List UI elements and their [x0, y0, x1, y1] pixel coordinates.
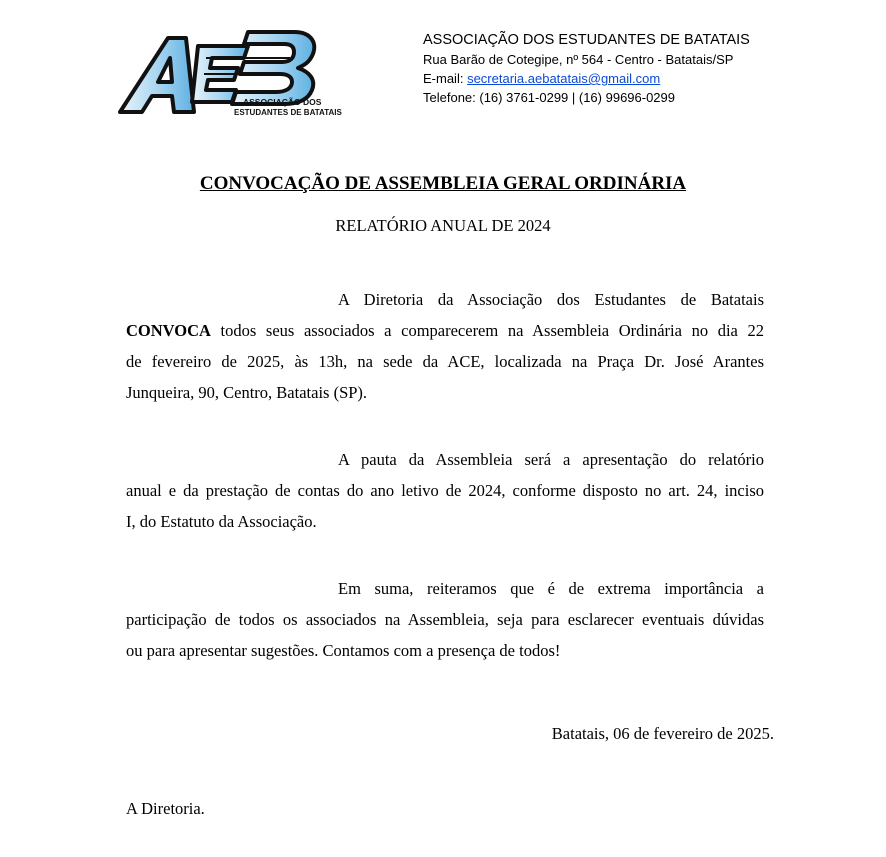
logo-caption-2: ESTUDANTES DE BATATAIS [234, 108, 342, 117]
p1-line-1: A Diretoria da Associação dos Estudantes de Batatais [338, 290, 764, 309]
paragraph-closing [126, 573, 764, 666]
org-name: ASSOCIAÇÃO DOS ESTUDANTES DE BATATAIS [423, 32, 750, 48]
email-link[interactable]: secretaria.aebatatais@gmail.com [467, 71, 661, 86]
logo-caption-1: ASSOCIAÇÃO DOS [243, 97, 322, 107]
p2-line-2: anual e da prestação de contas do ano letivo de 2024, conforme disposto no art. 24, inciso [126, 481, 764, 500]
p1-bold-convoca: CONVOCA [126, 321, 211, 340]
aeb-logo [116, 24, 342, 118]
p2-line-1: A pauta da Assembleia será a apresentação do relatório [338, 450, 764, 469]
place-date: Batatais, 06 de fevereiro de 2025. [551, 724, 774, 743]
paragraph-agenda [126, 444, 764, 537]
p3-line-2: participação de todos os associados na Assembleia, seja para esclarecer eventuais dúvidas [126, 610, 764, 629]
paragraph-convocation [126, 284, 764, 408]
p2-line-3: I, do Estatuto da Associação. [126, 512, 317, 531]
letterhead [423, 30, 750, 107]
p3-line-1: Em suma, reiteramos que é de extrema importância a [338, 579, 764, 598]
p1-line-3: de fevereiro de 2025, às 13h, na sede da ACE, localizada na Praça Dr. José Arantes [126, 352, 764, 371]
address: Rua Barão de Cotegipe, nº 564 - Centro - Batatais/SP [423, 52, 734, 67]
p1-line-2: todos seus associados a comparecerem na Assembleia Ordinária no dia 22 [210, 321, 764, 340]
email-label: E-mail: [423, 71, 468, 86]
phone-line: Telefone: (16) 3761-0299 | (16) 99696-0299 [423, 90, 676, 105]
email-line [423, 69, 750, 88]
document-title: CONVOCAÇÃO DE ASSEMBLEIA GERAL ORDINÁRIA [199, 173, 687, 194]
p1-line-4: Junqueira, 90, Centro, Batatais (SP). [126, 383, 368, 402]
p3-line-3: ou para apresentar sugestões. Contamos com a presença de todos! [126, 641, 561, 660]
signature: A Diretoria. [126, 799, 205, 818]
document-subtitle: RELATÓRIO ANUAL DE 2024 [335, 216, 551, 235]
